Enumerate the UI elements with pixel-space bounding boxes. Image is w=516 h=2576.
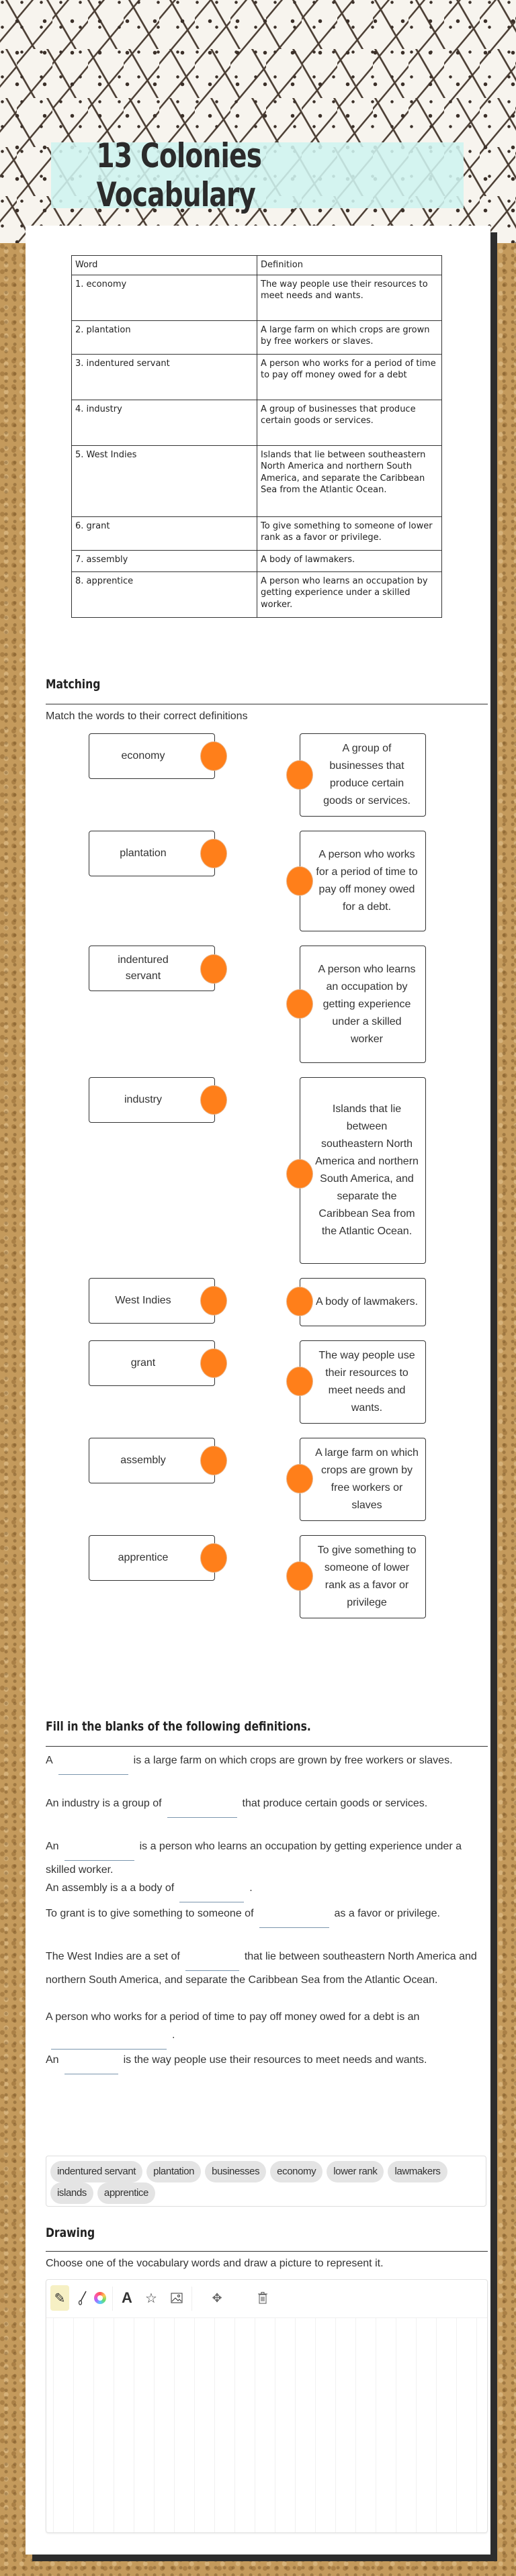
table-cell-definition: Islands that lie between southeastern North America and northern South America, and separate the Caribbean Sea from the Atlantic Ocean. [257,445,442,516]
color-wheel-icon[interactable] [91,2285,110,2311]
fill-blanks-divider [46,1746,488,1747]
match-definition[interactable]: A body of lawmakers. [300,1278,426,1326]
table-cell-word: 1. economy [72,275,257,320]
match-definition[interactable]: Islands that lie between southeastern North America and northern South America, and separate the Caribbean Sea from the Atlantic Ocean. [300,1077,426,1264]
sentence-text: An [46,2054,59,2066]
sentence-text: An [46,1841,59,1852]
fill-blanks-title: Fill in the blanks of the following definitions. [46,1719,311,1734]
match-word-west-indies[interactable]: West Indies [89,1278,215,1324]
table-row [72,400,442,445]
match-definition[interactable]: A group of businesses that produce certain goods or services. [300,733,426,817]
fill-sentence [46,1794,482,1818]
connector-dot-right[interactable] [286,1464,313,1493]
drawing-board [46,2279,488,2533]
connector-dot-right[interactable] [286,760,313,790]
fill-sentence [46,1947,482,1989]
match-definition[interactable]: A person who learns an occupation by getting experience under a skilled worker [300,946,426,1063]
connector-dot-right[interactable] [286,1159,313,1189]
drawing-toolbar [46,2280,487,2318]
star-icon[interactable]: ☆ [145,2291,157,2306]
table-cell-definition: A large farm on which crops are grown by free workers or slaves. [257,320,442,354]
connector-dot-left[interactable] [200,1286,227,1316]
word-chip[interactable]: businesses [205,2161,266,2182]
table-cell-word: 6. grant [72,516,257,550]
sentence-text: that lie between southeastern North America and northern South America, and separate the Caribbean Sea from the Atlantic Ocean. [46,1951,477,1986]
sentence-text: A person who works for a period of time to pay off money owed for a debt is an [46,2011,420,2023]
sentence-text: An industry is a group of [46,1798,162,1809]
table-cell-word: 5. West Indies [72,445,257,516]
table-cell-word: 7. assembly [72,550,257,571]
connector-dot-right[interactable] [286,1287,313,1316]
pencil-icon[interactable]: ✎ [50,2285,69,2311]
connector-dot-left[interactable] [200,954,227,984]
word-chip[interactable]: lower rank [327,2161,384,2182]
match-word-indentured-servant[interactable]: indentured servant [89,946,215,991]
drawing-divider [46,2251,488,2252]
toolbar-separator [191,2287,192,2311]
toolbar-separator [112,2287,113,2311]
word-chip[interactable]: economy [270,2161,322,2182]
sentence-text: . [172,2029,175,2041]
connector-dot-right[interactable] [286,866,313,896]
match-word-economy[interactable]: economy [89,733,215,779]
word-chip[interactable]: apprentice [97,2182,155,2204]
drawing-title: Drawing [46,2225,95,2240]
blank-input[interactable] [167,1801,237,1818]
match-definition[interactable]: A person who works for a period of time to pay off money owed for a debt. [300,831,426,931]
sentence-text: The West Indies are a set of [46,1951,180,1962]
word-chip[interactable]: islands [50,2182,93,2204]
worksheet-card [26,226,490,2555]
match-word-plantation[interactable]: plantation [89,831,215,876]
connector-dot-left[interactable] [200,1446,227,1475]
table-row [72,550,442,571]
table-row [72,445,442,516]
blank-input[interactable] [179,1886,244,1902]
sentence-text: To grant is to give something to someone of [46,1908,254,1919]
blank-input[interactable] [259,1911,329,1928]
trash-icon[interactable] [253,2285,272,2311]
sentence-text: is a large farm on which crops are grown by free workers or slaves. [133,1755,453,1766]
table-row [72,516,442,550]
fill-sentence [46,1904,482,1928]
matching-instruction: Match the words to their correct definitions [46,710,248,722]
blank-input[interactable] [185,1954,239,1971]
connector-dot-left[interactable] [200,741,227,771]
match-definition[interactable]: A large farm on which crops are grown by free workers or slaves [300,1438,426,1521]
connector-dot-right[interactable] [286,1561,313,1591]
connector-dot-left[interactable] [200,1348,227,1378]
sentence-text: . [249,1882,253,1894]
connector-dot-right[interactable] [286,1367,313,1396]
table-row [72,354,442,400]
table-cell-word: 8. apprentice [72,571,257,617]
sentence-text: An assembly is a a body of [46,1882,175,1894]
vocab-table [71,255,442,618]
table-header: Word [72,256,257,275]
match-word-grant[interactable]: grant [89,1340,215,1386]
table-header-row [72,256,442,275]
sentence-text: as a favor or privilege. [334,1908,440,1919]
table-row [72,571,442,617]
fill-sentence [46,1837,482,1879]
text-tool-icon[interactable]: A [122,2289,132,2306]
table-cell-definition: A group of businesses that produce certain goods or services. [257,400,442,445]
blank-input[interactable] [51,2033,167,2050]
match-definition[interactable]: To give something to someone of lower rank as a favor or privilege [300,1535,426,1618]
table-cell-word: 3. indentured servant [72,354,257,400]
table-cell-word: 4. industry [72,400,257,445]
blank-input[interactable] [64,1844,134,1861]
blank-input[interactable] [64,2058,118,2074]
match-word-apprentice[interactable]: apprentice [89,1535,215,1581]
connector-dot-left[interactable] [200,839,227,868]
table-cell-definition: A body of lawmakers. [257,550,442,571]
word-bank [46,2156,486,2207]
table-cell-definition: To give something to someone of lower rank as a favor or privilege. [257,516,442,550]
drawing-instruction: Choose one of the vocabulary words and draw a picture to represent it. [46,2258,384,2269]
fill-sentence [46,1751,482,1775]
table-cell-word: 2. plantation [72,320,257,354]
fill-sentence [46,1879,482,1902]
match-word-assembly[interactable]: assembly [89,1438,215,1483]
blank-input[interactable] [58,1758,128,1775]
sentence-text: that produce certain goods or services. [242,1798,428,1809]
page-title: 13 Colonies Vocabulary [96,136,262,214]
fill-sentence [46,2008,482,2050]
table-header: Definition [257,256,442,275]
connector-dot-left[interactable] [200,1085,227,1115]
match-definition[interactable]: The way people use their resources to meet needs and wants. [300,1340,426,1424]
word-chip[interactable]: indentured servant [50,2161,142,2182]
sentence-text: is the way people use their resources to meet needs and wants. [123,2054,427,2066]
drawing-canvas[interactable] [46,2318,487,2532]
table-row [72,275,442,320]
fill-sentence [46,2051,482,2074]
word-chip[interactable]: plantation [146,2161,201,2182]
matching-title: Matching [46,677,101,692]
table-cell-definition: The way people use their resources to meet needs and wants. [257,275,442,320]
match-word-industry[interactable]: industry [89,1077,215,1123]
brush-icon[interactable] [73,2285,92,2311]
sentence-text: A [46,1755,53,1766]
table-cell-definition: A person who learns an occupation by getting experience under a skilled worker. [257,571,442,617]
move-icon[interactable]: ✥ [212,2291,222,2305]
connector-dot-left[interactable] [200,1543,227,1573]
image-icon[interactable] [167,2285,186,2311]
connector-dot-right[interactable] [286,989,313,1019]
title-band [51,136,464,214]
table-cell-definition: A person who works for a period of time to pay off money owed for a debt [257,354,442,400]
word-chip[interactable]: lawmakers [388,2161,447,2182]
sentence-text: is a person who learns an occupation by getting experience under a skilled worker. [46,1841,462,1876]
table-row [72,320,442,354]
